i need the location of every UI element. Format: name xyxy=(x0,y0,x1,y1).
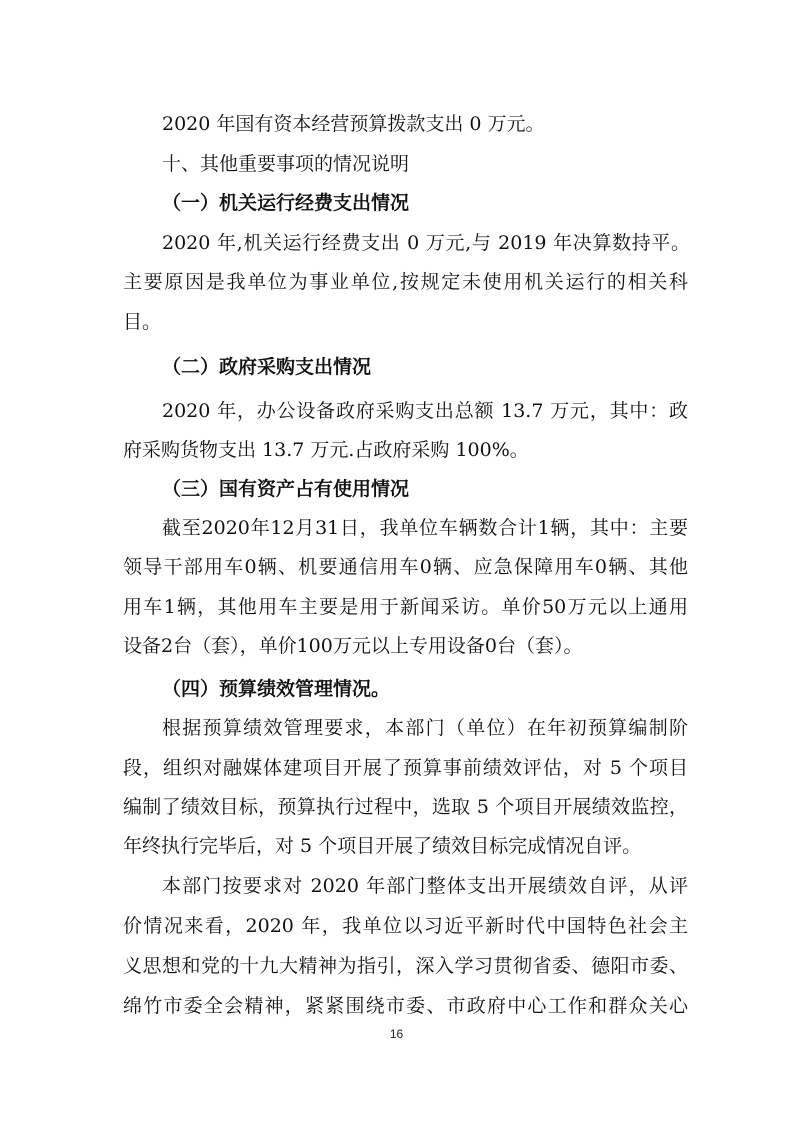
subsection-heading: （三）国有资产占有使用情况 xyxy=(162,478,410,500)
subsection-heading: （四）预算绩效管理情况。 xyxy=(162,678,391,700)
paragraph-line: 目。 xyxy=(123,311,162,333)
paragraph-line: 府采购货物支出 13.7 万元.占政府采购 100%。 xyxy=(123,439,529,461)
paragraph-line: 绵竹市委全会精神，紧紧围绕市委、市政府中心工作和群众关心 xyxy=(123,995,688,1017)
paragraph-line: 领导干部用车0辆、机要通信用车0辆、应急保障用车0辆、其他 xyxy=(123,556,688,578)
paragraph-line: 2020 年，办公设备政府采购支出总额 13.7 万元，其中：政 xyxy=(162,400,688,422)
paragraph-line: 2020 年国有资本经营预算拨款支出 0 万元。 xyxy=(162,113,545,135)
paragraph-line: 2020 年,机关运行经费支出 0 万元,与 2019 年决算数持平。 xyxy=(162,232,690,254)
paragraph-line: 主要原因是我单位为事业单位,按规定未使用机关运行的相关科 xyxy=(123,271,688,293)
paragraph-line: 段，组织对融媒体建项目开展了预算事前绩效评估，对 5 个项目 xyxy=(123,757,688,779)
subsection-heading: （二）政府采购支出情况 xyxy=(162,356,372,378)
paragraph-line: 根据预算绩效管理要求，本部门（单位）在年初预算编制阶 xyxy=(162,717,688,739)
paragraph-line: 价情况来看，2020 年，我单位以习近平新时代中国特色社会主 xyxy=(123,915,688,937)
paragraph-line: 设备2台（套），单价100万元以上专用设备0台（套）。 xyxy=(123,635,583,657)
subsection-heading: （一）机关运行经费支出情况 xyxy=(162,192,410,214)
paragraph-line: 截至2020年12月31日，我单位车辆数合计1辆，其中：主要 xyxy=(162,517,688,539)
paragraph-line: 编制了绩效目标，预算执行过程中，选取 5 个项目开展绩效监控， xyxy=(123,796,688,818)
paragraph-line: 用车1辆，其他用车主要是用于新闻采访。单价50万元以上通用 xyxy=(123,596,688,618)
paragraph-line: 年终执行完毕后，对 5 个项目开展了绩效目标完成情况自评。 xyxy=(123,835,642,857)
paragraph-line: 本部门按要求对 2020 年部门整体支出开展绩效自评，从评 xyxy=(162,875,688,897)
section-title: 十、其他重要事项的情况说明 xyxy=(162,153,410,175)
paragraph-line: 义思想和党的十九大精神为指引，深入学习贯彻省委、德阳市委、 xyxy=(123,955,688,977)
page-number: 16 xyxy=(389,1027,404,1041)
